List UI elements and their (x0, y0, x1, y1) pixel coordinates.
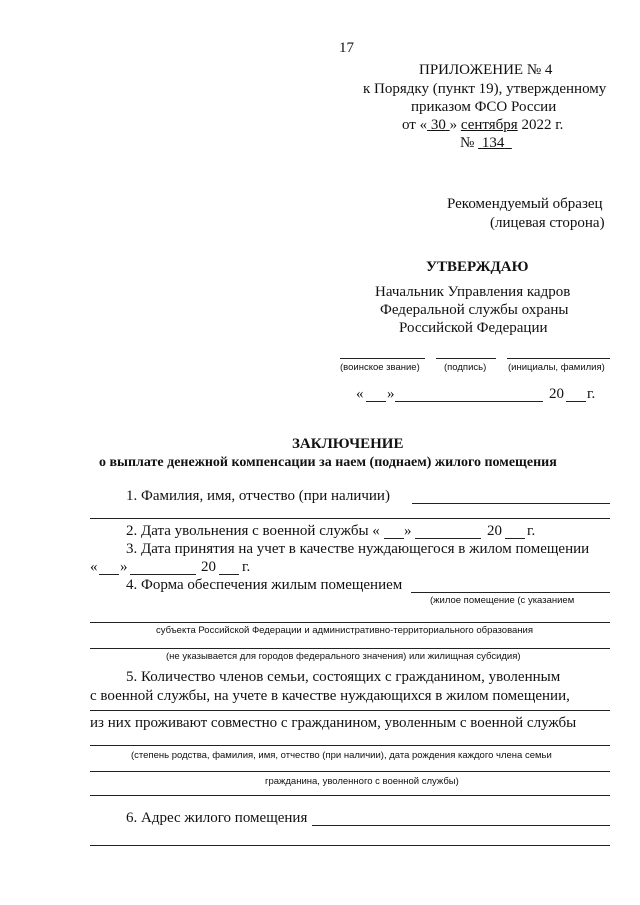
item-3-year-suffix: г. (242, 559, 251, 575)
item-3-label: 3. Дата принятия на учет в качестве нуждающегося в жилом помещении (126, 541, 590, 557)
appendix-date-month: сентября (460, 117, 518, 133)
approve-position-3: Российской Федерации (399, 320, 548, 336)
item-4-caption-3: (не указывается для городов федерального значения) или жилищная субсидия) (166, 651, 521, 662)
item-1-label: 1. Фамилия, имя, отчество (при наличии) (126, 488, 390, 504)
item-5-caption-1: (степень родства, фамилия, имя, отчество (при наличии), дата рождения каждого члена семьи (131, 750, 552, 761)
item-3-year-prefix: 20 (201, 559, 216, 575)
item-5-line-3: из них проживают совместно с гражданином, уволенным с военной службы (90, 715, 577, 731)
appendix-date-prefix: от « (402, 117, 428, 133)
item-5-caption-2: гражданина, уволенного с военной службы) (265, 776, 459, 787)
sample-line1: Рекомендуемый образец (447, 196, 603, 212)
caption-rank: (воинское звание) (340, 362, 420, 373)
approve-day-line (366, 401, 386, 402)
appendix-number-value: 134 (481, 135, 505, 151)
sample-line2: (лицевая сторона) (490, 215, 605, 231)
approve-year-prefix: 20 (549, 386, 564, 402)
item-4-field-line-2 (90, 622, 610, 623)
approve-year-line (566, 401, 586, 402)
appendix-date-year: 2022 г. (521, 117, 564, 133)
item-5-field-line-4 (90, 795, 610, 796)
caption-name: (инициалы, фамилия) (508, 362, 605, 373)
item-3-year-line (219, 574, 239, 575)
approve-date-open: « (356, 386, 364, 402)
approve-date-close: » (387, 386, 395, 402)
signature-line (436, 358, 496, 359)
approve-position-1: Начальник Управления кадров (375, 284, 571, 300)
approve-month-line (395, 401, 543, 402)
page-number: 17 (339, 40, 354, 56)
item-5-field-line-1 (90, 710, 610, 711)
item-5-line-1: 5. Количество членов семьи, состоящих с гражданином, уволенным (126, 669, 561, 685)
item-4-caption-2: субъекта Российской Федерации и административно-территориального образования (156, 625, 533, 636)
item-6-label: 6. Адрес жилого помещения (126, 810, 308, 826)
appendix-date-mid: » (449, 117, 458, 133)
item-1-field-line (412, 503, 610, 504)
approve-position-2: Федеральной службы охраны (380, 302, 569, 318)
item-1-field-line-2 (90, 518, 610, 519)
item-5-field-line-2 (90, 745, 610, 746)
item-2-year-line (505, 538, 525, 539)
appendix-line2: приказом ФСО России (411, 99, 557, 115)
appendix-date (402, 117, 563, 134)
item-5-line-2: с военной службы, на учете в качестве нуждающихся в жилом помещении, (90, 688, 570, 704)
appendix-line1: к Порядку (пункт 19), утвержденному (363, 81, 607, 97)
item-5-field-line-3 (90, 771, 610, 772)
approve-title: УТВЕРЖДАЮ (426, 259, 529, 275)
approve-year-suffix: г. (587, 386, 596, 402)
item-2-year-suffix: г. (527, 523, 536, 539)
name-line (507, 358, 610, 359)
item-3-day-line (99, 574, 119, 575)
conclusion-title: ЗАКЛЮЧЕНИЕ (292, 436, 404, 452)
caption-signature: (подпись) (444, 362, 487, 373)
rank-line (340, 358, 425, 359)
item-4-caption-1: (жилое помещение (с указанием (430, 595, 575, 606)
appendix-title: ПРИЛОЖЕНИЕ № 4 (419, 62, 553, 78)
conclusion-subtitle: о выплате денежной компенсации за наем (поднаем) жилого помещения (99, 455, 557, 470)
item-3-close: » (120, 559, 128, 575)
item-3-month-line (130, 574, 196, 575)
item-6-field-line (312, 825, 610, 826)
appendix-number-prefix: № (460, 135, 475, 151)
item-4-field-line-3 (90, 648, 610, 649)
item-4-field-line (411, 592, 610, 593)
item-2-label: 2. Дата увольнения с военной службы « (126, 523, 380, 539)
appendix-date-day: 30 (430, 117, 446, 133)
item-3-open: « (90, 559, 98, 575)
item-2-month-line (415, 538, 481, 539)
item-6-field-line-2 (90, 845, 610, 846)
item-2-close: » (404, 523, 412, 539)
item-2-year-prefix: 20 (487, 523, 502, 539)
item-4-label: 4. Форма обеспечения жилым помещением (126, 577, 403, 593)
appendix-number (460, 135, 512, 152)
item-2-day-line (384, 538, 404, 539)
